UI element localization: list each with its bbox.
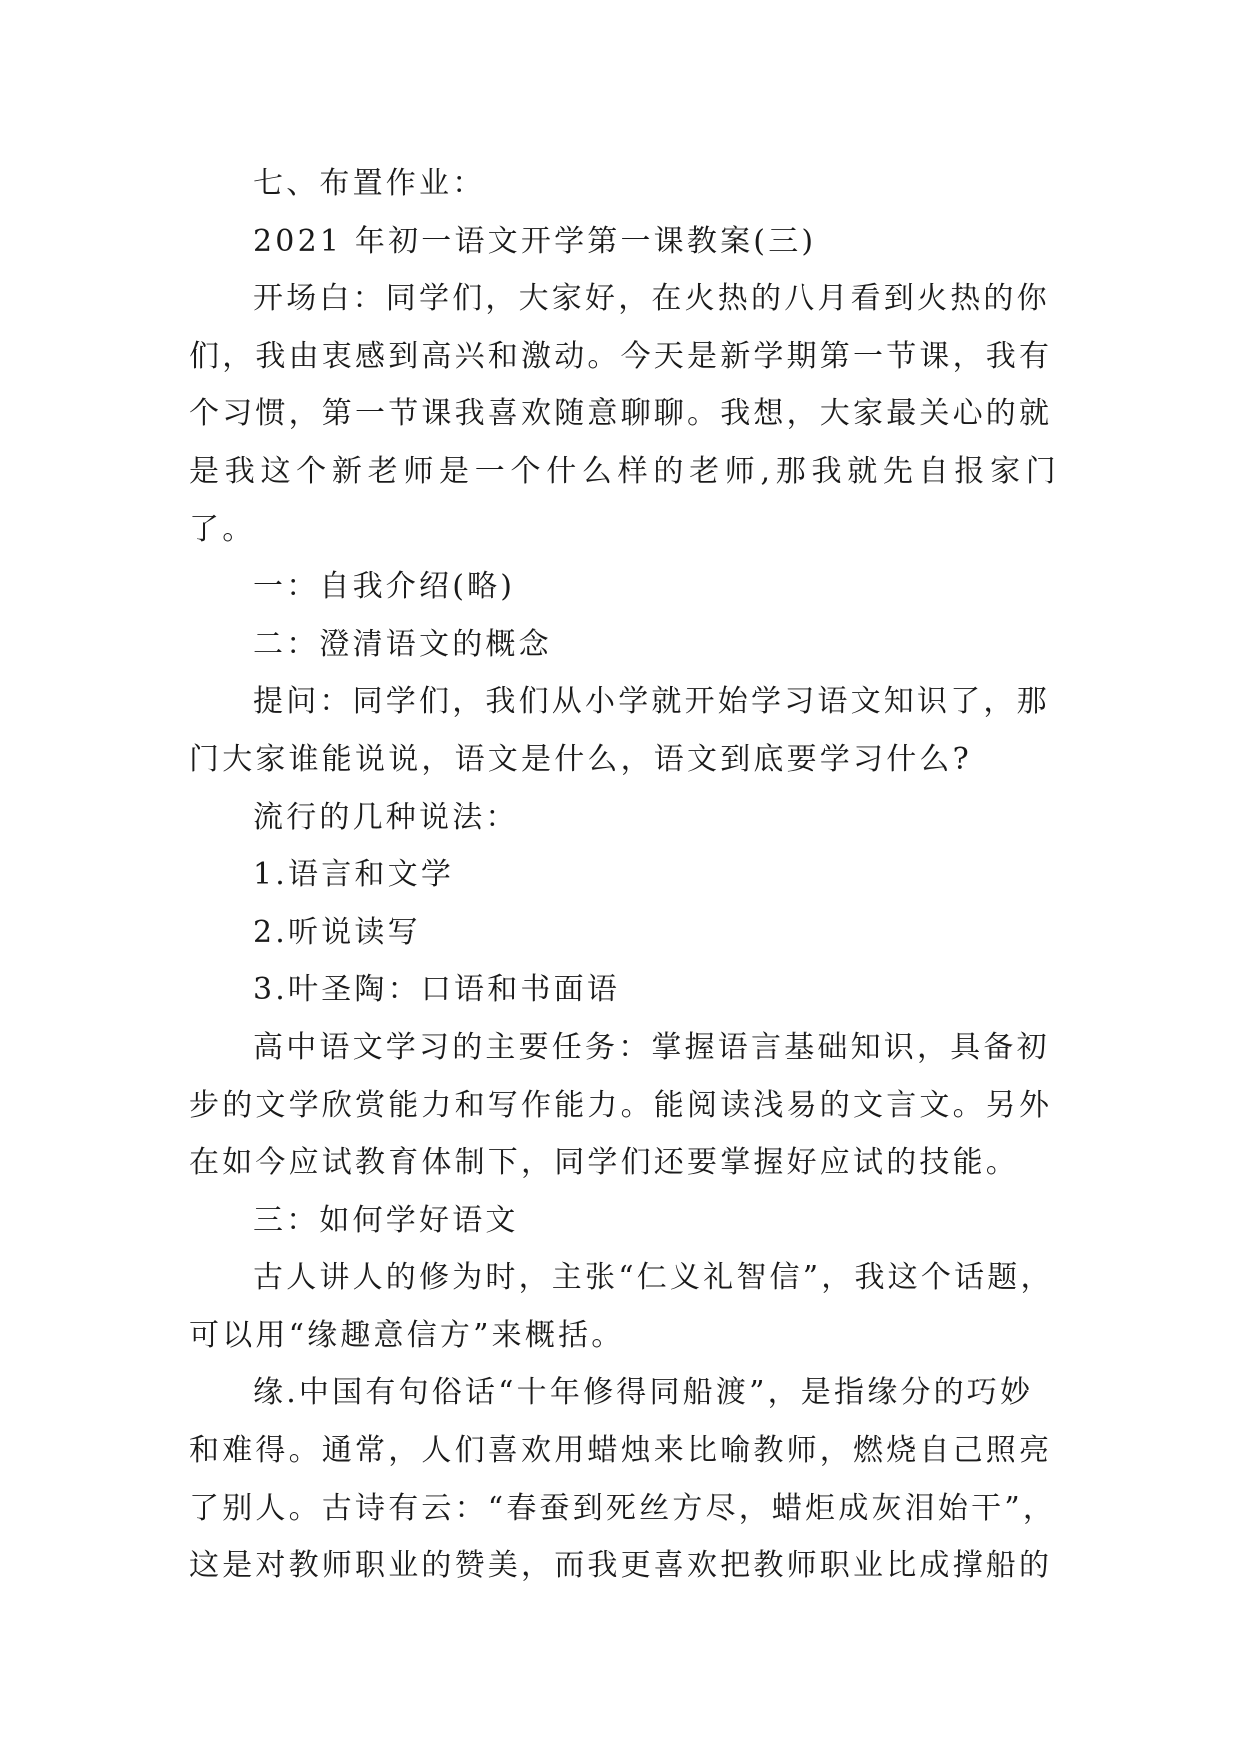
- paragraph: [189, 1364, 1059, 1594]
- text-line: 个习惯，第一节课我喜欢随意聊聊。我想，大家最关心的就: [189, 396, 1053, 432]
- text-line: 和难得。通常，人们喜欢用蜡烛来比喻教师，燃烧自己照亮: [189, 1433, 1053, 1469]
- text-line: 们，我由衷感到高兴和激动。今天是新学期第一节课，我有: [189, 338, 1053, 374]
- text-line: 七、布置作业：: [253, 166, 486, 201]
- text-line: 2.听说读写: [253, 914, 421, 950]
- paragraph: [189, 616, 1059, 674]
- text-line: 三：如何学好语文: [253, 1202, 519, 1238]
- paragraph: [189, 1019, 1059, 1192]
- text-line: 开场白：同学们，大家好，在火热的八月看到火热的你: [253, 281, 1050, 317]
- paragraph: [189, 846, 1059, 904]
- paragraph: [189, 1192, 1059, 1250]
- text-line: 在如今应试教育体制下，同学们还要掌握好应试的技能。: [189, 1145, 1019, 1181]
- text-line: 门大家谁能说说，语文是什么，语文到底要学习什么?: [189, 741, 972, 777]
- text-line: 2021 年初一语文开学第一课教案(三): [253, 223, 817, 259]
- text-line: 一：自我介绍(略): [253, 569, 516, 605]
- paragraph: [189, 213, 1059, 271]
- text-line: 可以用“缘趣意信方”来概括。: [189, 1317, 625, 1353]
- text-line: 步的文学欣赏能力和写作能力。能阅读浅易的文言文。另外: [189, 1087, 1053, 1123]
- paragraph: [189, 1249, 1059, 1364]
- paragraph: [189, 673, 1059, 788]
- text-line: 提问：同学们，我们从小学就开始学习语文知识了，那: [253, 684, 1050, 720]
- text-line: 是我这个新老师是一个什么样的老师,那我就先自报家门了。: [189, 453, 1059, 547]
- text-line: 1.语言和文学: [253, 857, 455, 893]
- text-line: 3.叶圣陶：口语和书面语: [253, 972, 621, 1008]
- text-line: 二：澄清语文的概念: [253, 626, 552, 662]
- text-line: 古人讲人的修为时，主张“仁义礼智信”，我这个话题，: [253, 1260, 1054, 1296]
- paragraph: [189, 155, 1059, 213]
- paragraph: [189, 904, 1059, 962]
- text-line: 了别人。古诗有云：“春蚕到死丝方尽，蜡炬成灰泪始干”，: [189, 1490, 1057, 1526]
- text-line: 缘.中国有句俗话“十年修得同船渡”，是指缘分的巧妙: [253, 1375, 1034, 1411]
- text-line: 这是对教师职业的赞美，而我更喜欢把教师职业比成撑船的: [189, 1548, 1053, 1584]
- paragraph: [189, 270, 1059, 558]
- document-body: [189, 155, 1059, 1595]
- paragraph: [189, 961, 1059, 1019]
- paragraph: [189, 789, 1059, 847]
- paragraph: [189, 558, 1059, 616]
- text-line: 高中语文学习的主要任务：掌握语言基础知识，具备初: [253, 1029, 1050, 1065]
- text-line: 流行的几种说法：: [253, 799, 519, 835]
